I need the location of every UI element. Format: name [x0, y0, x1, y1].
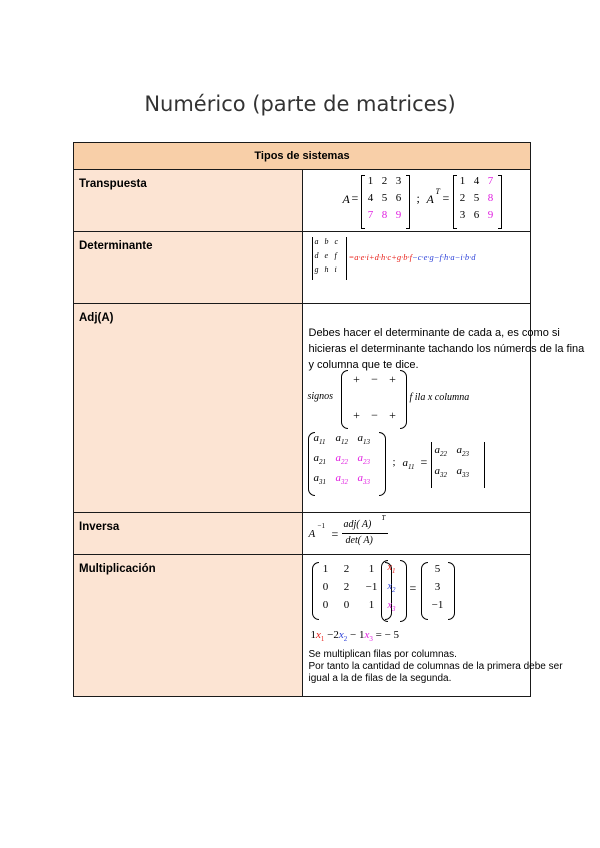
- paren-right: [400, 370, 407, 429]
- matrix-entry: 1: [368, 599, 375, 611]
- paren-right: [400, 560, 407, 622]
- matrix-entry: $a_{11}$: [313, 432, 326, 447]
- determinant-formula: [349, 252, 476, 262]
- minor-matrix: [435, 444, 479, 486]
- matrix-entry: $a_{23}$: [357, 452, 370, 467]
- matrix-entry: 7: [487, 175, 494, 187]
- matrix-entry: i: [334, 265, 337, 274]
- matrix-entry: 9: [487, 209, 494, 221]
- minor-bar-left: [431, 442, 432, 488]
- multiplicacion-content: [302, 555, 563, 697]
- fraction-bar: [342, 533, 388, 534]
- matrix-a: [364, 175, 406, 226]
- transpose-lhs: A: [342, 192, 350, 206]
- signos-label: signos: [307, 391, 334, 402]
- sign-entry: [348, 390, 366, 408]
- matrix-entry: $a_{22}$: [335, 452, 348, 467]
- row-label-adj: Adj(A): [74, 304, 303, 513]
- matrix-entry: 2: [343, 581, 350, 593]
- bracket-right: [406, 175, 410, 229]
- matrix-entry: 5: [473, 192, 480, 204]
- matrix-entry: $x_1$: [387, 562, 396, 575]
- table-header: Tipos de sistemas: [74, 143, 531, 170]
- adj-content: [302, 304, 585, 513]
- sign-entry: +: [353, 372, 360, 386]
- page-title: Numérico (parte de matrices): [144, 92, 456, 116]
- coefficient-matrix: [317, 563, 385, 617]
- matrix-entry: e: [324, 251, 329, 260]
- sign-entry: +: [389, 372, 396, 386]
- inverse-superscript: −1: [317, 522, 325, 530]
- equals-sign: =: [420, 455, 428, 469]
- matrix-entry: $a_{12}$: [335, 432, 348, 447]
- matrix-entry: 0: [343, 599, 350, 611]
- matrix-entry: h: [324, 265, 329, 274]
- matrix-entry: 6: [395, 192, 402, 204]
- matrix-entry: $a_{33}$: [357, 472, 370, 487]
- paren-left: [381, 560, 388, 622]
- determinant-bar-left: [312, 237, 313, 280]
- matrix-entry: 4: [473, 175, 480, 187]
- sign-matrix: [348, 372, 402, 426]
- inverse-numerator-superscript: T: [381, 514, 386, 522]
- multiplication-notes: [309, 649, 581, 685]
- signos-note: f ila x columna: [409, 392, 470, 403]
- matrix-entry: −1: [431, 599, 444, 611]
- paren-right: [379, 432, 386, 496]
- matrix-entry: −1: [365, 581, 378, 593]
- matrix-entry: b: [324, 237, 329, 246]
- inverse-numerator: adj( A): [343, 519, 372, 530]
- inverse-denominator: det( A): [345, 535, 373, 546]
- determinante-content: [302, 232, 531, 304]
- inversa-content: [302, 513, 531, 555]
- equals-sign: =: [351, 191, 359, 205]
- note-line: Por tanto la cantidad de columnas de la primera debe ser igual a la de filas de la segunda.: [308, 661, 563, 684]
- matrix-entry: 2: [381, 175, 388, 187]
- matrix-entry: $a_{32}$: [434, 465, 447, 480]
- matrix-entry: 8: [381, 209, 388, 221]
- matrix-types-table: [73, 142, 585, 697]
- minor-bar-right: [484, 442, 485, 488]
- result-vector: [425, 563, 451, 617]
- paren-right: [448, 562, 455, 620]
- matrix-entry: 3: [395, 175, 402, 187]
- cofactor-lhs: $a_{11}$: [402, 457, 415, 472]
- matrix-entry: $a_{13}$: [357, 432, 370, 447]
- matrix-entry: 5: [381, 192, 388, 204]
- matrix-entry: 7: [367, 209, 374, 221]
- a-matrix: [314, 432, 380, 492]
- matrix-entry: 1: [368, 563, 375, 575]
- row-label-multiplicacion: Multiplicación: [74, 555, 303, 697]
- matrix-entry: c: [334, 237, 339, 246]
- matrix-entry: g: [314, 265, 319, 274]
- matrix-entry: d: [314, 251, 319, 260]
- matrix-entry: $a_{33}$: [456, 465, 469, 480]
- adj-explanation: Debes hacer el determinante de cada a, es como si hicieras el determinante tachando los números de la fina y columna que te dice.: [308, 327, 585, 371]
- determinant-bar-right: [346, 237, 347, 280]
- matrix-entry: $a_{32}$: [335, 472, 348, 487]
- note-line: Se multiplican filas por columnas.: [308, 649, 457, 660]
- matrix-entry: 9: [395, 209, 402, 221]
- semicolon: ;: [416, 191, 420, 205]
- matrix-entry: 1: [459, 175, 466, 187]
- matrix-entry: $a_{22}$: [434, 444, 447, 459]
- sign-entry: −: [371, 372, 378, 386]
- row-label-determinante: Determinante: [74, 232, 303, 304]
- sign-entry: +: [389, 408, 396, 422]
- inverse-lhs: A: [308, 528, 316, 540]
- matrix-entry: 3: [434, 581, 441, 593]
- matrix-entry: 8: [487, 192, 494, 204]
- matrix-entry: 2: [343, 563, 350, 575]
- matrix-entry: $a_{21}$: [313, 452, 326, 467]
- matrix-a-transpose: [456, 175, 498, 226]
- bracket-right: [498, 175, 502, 229]
- formula-positive-terms: =a·e·i+d·h·c+g·b·f: [348, 252, 412, 262]
- linear-equation: $1x_1 -2x_2 - 1x_3$ = − 5: [310, 629, 400, 644]
- matrix-entry: 0: [322, 581, 329, 593]
- transpose-superscript: T: [435, 187, 440, 196]
- sign-entry: [384, 390, 402, 408]
- sign-entry: +: [353, 408, 360, 422]
- matrix-entry: 6: [473, 209, 480, 221]
- equals-sign: =: [409, 581, 417, 595]
- matrix-entry: 5: [434, 563, 441, 575]
- equals-sign: =: [442, 191, 450, 205]
- matrix-entry: 2: [459, 192, 466, 204]
- row-label-inversa: Inversa: [74, 513, 303, 555]
- matrix-entry: a: [314, 237, 319, 246]
- semicolon: ;: [392, 456, 396, 468]
- transpose-lhs-t: A: [426, 192, 434, 206]
- matrix-entry: f: [334, 251, 337, 260]
- matrix-entry: 3: [459, 209, 466, 221]
- determinant-matrix: [315, 237, 345, 279]
- matrix-entry: $a_{31}$: [313, 472, 326, 487]
- matrix-entry: $a_{23}$: [456, 444, 469, 459]
- transpuesta-content: [302, 170, 531, 232]
- matrix-entry: 0: [322, 599, 329, 611]
- equals-sign: =: [331, 527, 339, 541]
- row-label-transpuesta: Transpuesta: [74, 170, 303, 232]
- sign-entry: [366, 390, 384, 408]
- paren-left: [341, 370, 348, 429]
- matrix-entry: 1: [322, 563, 329, 575]
- matrix-entry: 4: [367, 192, 374, 204]
- matrix-entry: $x_3$: [387, 600, 396, 613]
- sign-entry: −: [371, 408, 378, 422]
- matrix-entry: $x_2$: [387, 581, 396, 594]
- formula-negative-terms: −c·e·g−f·h·a−i·b·d: [411, 252, 476, 262]
- matrix-entry: 1: [367, 175, 374, 187]
